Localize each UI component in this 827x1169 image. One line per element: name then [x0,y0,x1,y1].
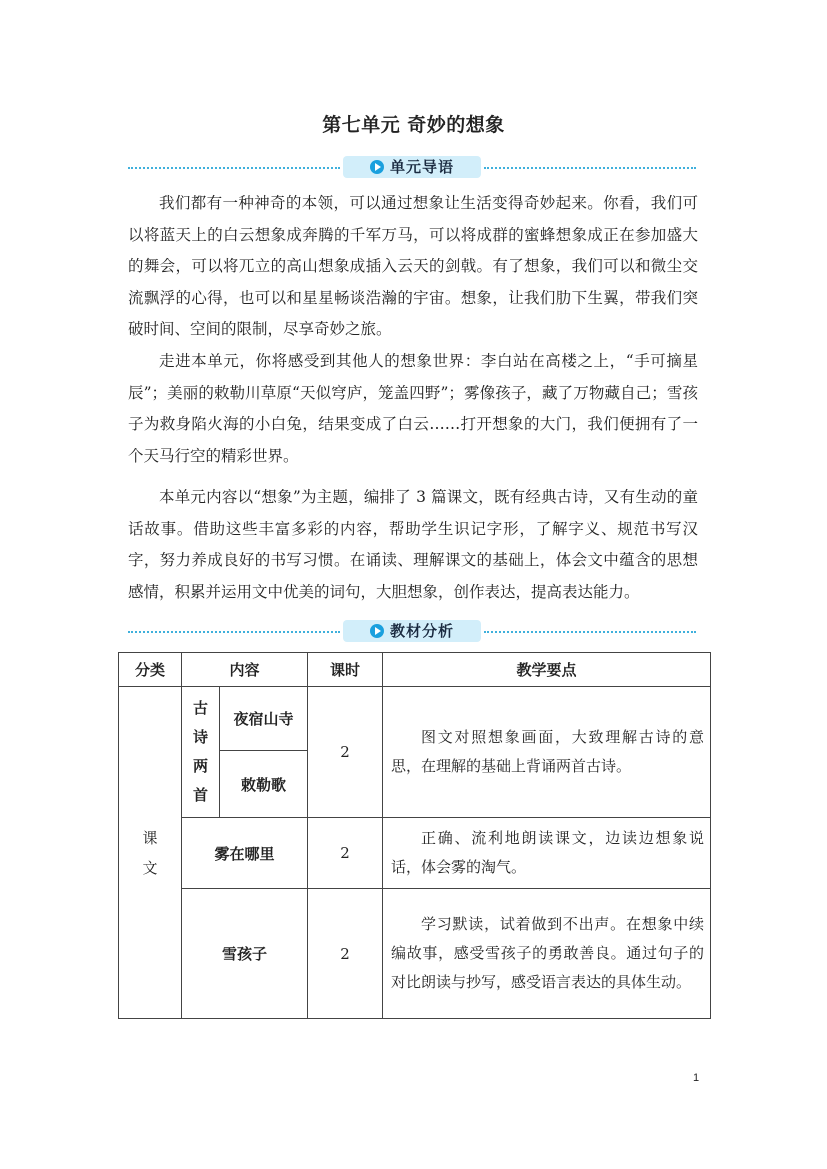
arrow-circle-icon [370,160,384,174]
dotted-divider [128,167,340,169]
section-label-pill [343,156,481,178]
lesson-hours: 2 [308,687,383,818]
arrow-circle-icon [370,624,384,638]
column-header: 课时 [308,653,383,687]
section-label-pill [343,620,481,642]
category-cell: 课 文 [119,687,182,1019]
dotted-divider [484,631,696,633]
section-label: 单元导语 [389,158,454,176]
teaching-points: 图文对照想象画面，大致理解古诗的意思，在理解的基础上背诵两首古诗。 [383,687,711,818]
table-row [119,818,711,889]
column-header: 教学要点 [383,653,711,687]
lesson-hours: 2 [308,818,383,889]
lesson-name: 雾在哪里 [182,818,308,889]
lesson-name: 雪孩子 [182,889,308,1019]
column-header: 分类 [119,653,182,687]
intro-paragraph: 走进本单元，你将感受到其他人的想象世界：李白站在高楼之上，“手可摘星辰”；美丽的敕勒川草原“天似穹庐，笼盖四野”；雾像孩子，藏了万物藏自己；雪孩子为救身陷火海的小白兔，结果变成了白云……打开想象的大门，我们便拥有了一个天马行空的精彩世界。 [128,352,698,465]
teaching-points: 正确、流利地朗读课文，边读边想象说话，体会雾的淘气。 [383,818,711,889]
lesson-hours: 2 [308,889,383,1019]
table-row [119,687,711,751]
intro-paragraph: 我们都有一种神奇的本领，可以通过想象让生活变得奇妙起来。你看，我们可以将蓝天上的白云想象成奔腾的千军万马，可以将成群的蜜蜂想象成正在参加盛大的舞会，可以将兀立的高山想象成插入云天的剑戟。有了想象，我们可以和微尘交流飘浮的心得，也可以和星星畅谈浩瀚的宇宙。想象，让我们肋下生翼，带我们突破时间、空间的限制，尽享奇妙之旅。 [128,194,698,339]
lesson-name: 敕勒歌 [220,751,308,818]
intro-paragraph: 本单元内容以“想象”为主题，编排了 3 篇课文，既有经典古诗，又有生动的童话故事。借助这些丰富多彩的内容，帮助学生识记字形，了解字义、规范书写汉字，努力养成良好的书写习惯。在诵读、理解课文的基础上，体会文中蕴含的思想感情，积累并运用文中优美的词句，大胆想象，创作表达，提高表达能力。 [128,488,698,601]
page-title: 第七单元 奇妙的想象 [322,114,505,136]
section-header-analysis [128,620,696,644]
lesson-name: 夜宿山寺 [220,687,308,751]
dotted-divider [128,631,340,633]
table-row [119,889,711,1019]
teaching-points: 学习默读，试着做到不出声。在想象中续编故事，感受雪孩子的勇敢善良。通过句子的对比朗读与抄写，感受语言表达的具体生动。 [383,889,711,1019]
analysis-table [118,652,711,1019]
group-label-cell: 古 诗 两 首 [182,687,220,818]
dotted-divider [484,167,696,169]
column-header: 内容 [182,653,308,687]
section-label: 教材分析 [389,622,454,640]
section-header-unit-intro [128,156,696,180]
page-number: 1 [693,1072,700,1084]
table-header-row [119,653,711,687]
